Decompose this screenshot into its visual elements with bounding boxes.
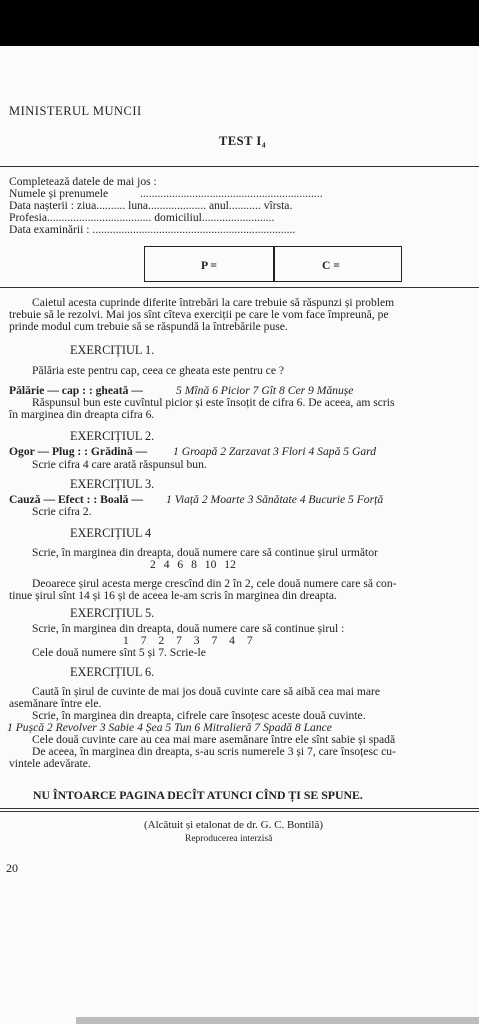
ex6-line-1: Caută în șirul de cuvinte de mai jos două cuvinte care să aibă cea mai mare	[32, 685, 380, 698]
ex2-options: 1 Groapă 2 Zarzavat 3 Flori 4 Sapă 5 Gard	[173, 445, 377, 458]
c-score-label: C =	[322, 259, 340, 272]
document-page	[0, 46, 479, 1024]
divider-bottom-2	[0, 811, 479, 812]
scroll-indicator[interactable]	[76, 1017, 479, 1024]
score-box-separator	[273, 246, 275, 282]
ex4-line-3: tinue șirul sînt 14 și 16 și de aceea le-am scris în marginea din dreapta.	[9, 589, 337, 602]
ex5-sequence: 1 7 2 7 3 7 4 7	[123, 634, 253, 647]
ex2-title: EXERCIȚIUL 2.	[70, 429, 155, 443]
ex6-options: 1 Pușcă 2 Revolver 3 Sabie 4 Șea 5 Tun 6 Mitralieră 7 Spadă 8 Lance	[7, 721, 332, 734]
page-number: 20	[6, 861, 18, 875]
ministry-heading: MINISTERUL MUNCII	[9, 104, 142, 118]
ex5-line-1: Scrie, în marginea din dreapta, două numere care să continue șirul :	[32, 622, 345, 635]
ex6-line-3: Scrie, în marginea din dreapta, cifrele care însoțesc aceste două cuvinte.	[32, 709, 366, 722]
ex1-options: 5 Mînă 6 Picior 7 Gît 8 Cer 9 Mănușe	[176, 384, 354, 397]
profession-field-label: Profesia.................................... domiciliul.........................	[9, 211, 275, 224]
ex4-title: EXERCIȚIUL 4	[70, 526, 152, 540]
ex1-title: EXERCIȚIUL 1.	[70, 343, 155, 357]
ex5-line-2: Cele două numere sînt 5 și 7. Scrie-le	[32, 646, 206, 659]
divider-top	[0, 166, 479, 167]
ex1-question: Pălăria este pentru cap, ceea ce gheata este pentru ce ?	[32, 364, 285, 377]
form-intro: Completează datele de mai jos :	[9, 175, 157, 188]
ex1-answer-1: Răspunsul bun este cuvîntul picior și este însoțit de cifra 6. De aceea, am scris	[32, 396, 395, 409]
ex6-title: EXERCIȚIUL 6.	[70, 665, 155, 679]
divider-middle	[0, 287, 479, 288]
author-credit: (Alcătuit și etalonat de dr. G. C. Bontilă)	[144, 819, 324, 831]
ex2-answer: Scrie cifra 4 care arată răspunsul bun.	[32, 458, 207, 471]
name-field-dots: ...............................................................	[140, 187, 323, 200]
p-score-label: P =	[201, 259, 217, 272]
ex5-title: EXERCIȚIUL 5.	[70, 606, 155, 620]
ex3-title: EXERCIȚIUL 3.	[70, 477, 155, 491]
intro-line-3: prinde modul cum trebuie să se răspundă la întrebările puse.	[9, 320, 288, 333]
ex6-line-5: De aceea, în marginea din dreapta, s-au scris numerele 3 și 7, care însoțesc cu-	[32, 745, 396, 758]
rights-notice: Reproducerea interzisă	[185, 834, 273, 844]
ex2-prompt: Ogor — Plug : : Grădină —	[9, 445, 148, 458]
divider-bottom-1	[0, 808, 479, 809]
ex6-line-4: Cele două cuvinte care au cea mai mare asemănare între ele sînt sabie și spadă	[32, 733, 396, 746]
ex1-prompt: Pălărie — cap : : gheată —	[9, 384, 143, 397]
top-black-bar	[0, 0, 479, 46]
ex4-sequence: 2 4 6 8 10 12	[150, 558, 236, 571]
name-field-label: Numele și prenumele	[9, 187, 109, 200]
test-title: TEST I₄	[219, 134, 266, 148]
exam-date-field-label: Data examinării : ......................................................................	[9, 223, 296, 236]
birth-field-label: Data nașterii : ziua.......... luna.................... anul........... vîrsta.	[9, 199, 293, 212]
ex3-answer: Scrie cifra 2.	[32, 505, 92, 518]
ex1-answer-2: în marginea din dreapta cifra 6.	[9, 408, 155, 421]
ex4-line-1: Scrie, în marginea din dreapta, două numere care să continue șirul următor	[32, 546, 378, 559]
ex3-prompt: Cauză — Efect : : Boală —	[9, 493, 143, 506]
intro-line-2: trebuie să le rezolvi. Mai jos sînt cîteva exerciții pe care le vom face împreună, pe	[9, 308, 389, 321]
do-not-turn-warning: NU ÎNTOARCE PAGINA DECÎT ATUNCI CÎND ȚI SE SPUNE.	[33, 788, 363, 802]
ex6-line-6: vintele adevărate.	[9, 757, 91, 770]
ex3-options: 1 Viață 2 Moarte 3 Sănătate 4 Bucurie 5 Forță	[166, 493, 384, 506]
ex6-line-2: asemănare între ele.	[9, 697, 102, 710]
ex4-line-2: Deoarece șirul acesta merge crescînd din 2 în 2, cele două numere care să con-	[32, 577, 397, 590]
intro-line-1: Caietul acesta cuprinde diferite întrebări la care trebuie să răspunzi și problem	[32, 296, 395, 309]
